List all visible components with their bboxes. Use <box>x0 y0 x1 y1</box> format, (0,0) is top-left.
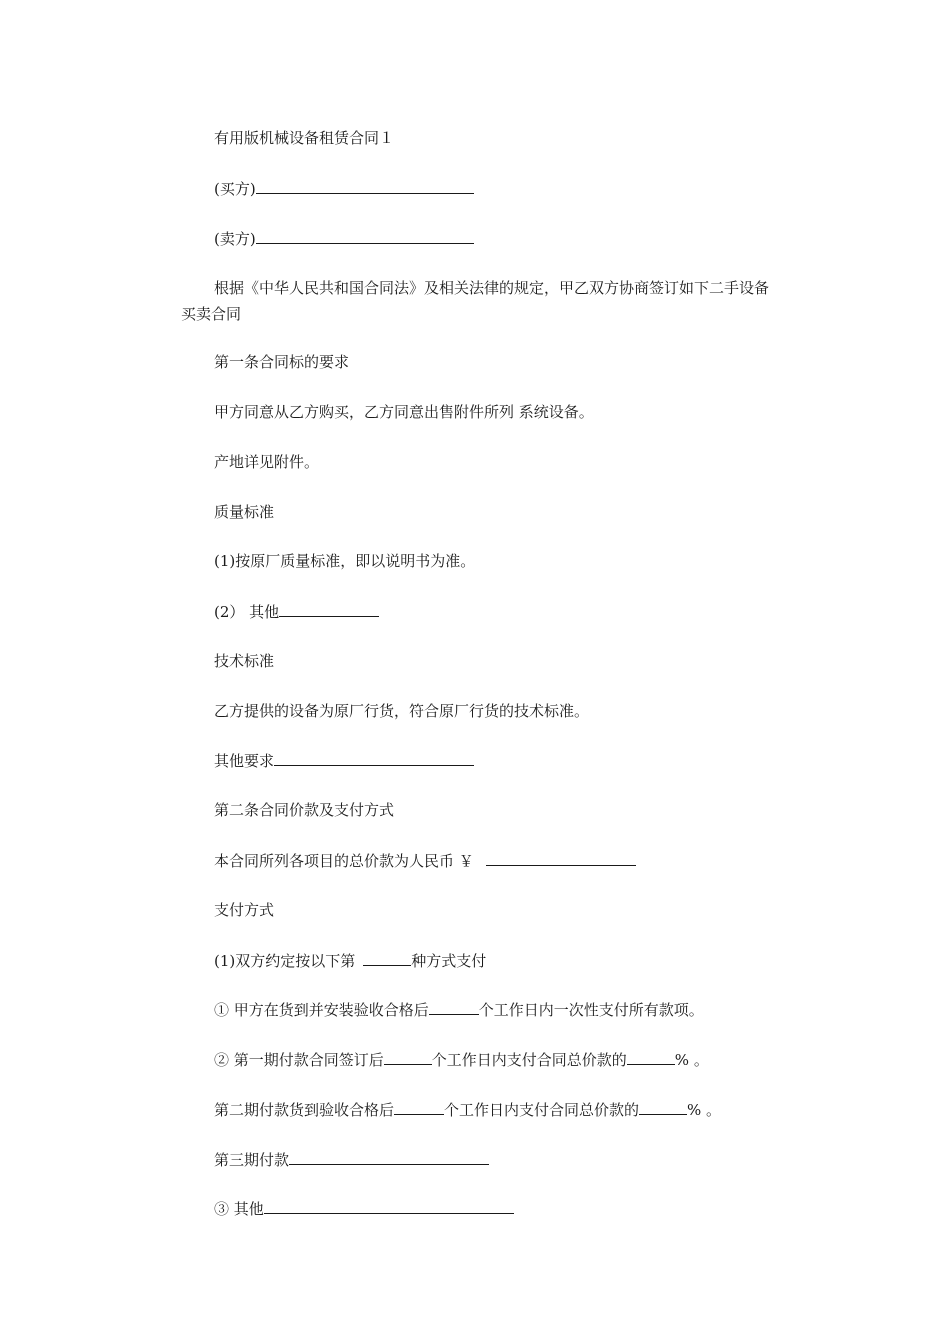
payment-option-2-phase-1: ② 第一期付款合同签订后 个工作日内支付合同总价款的 % 。 <box>214 1051 709 1069</box>
payment-option-line: (1)双方约定按以下第 种方式支付 <box>214 952 487 970</box>
payment-heading: 支付方式 <box>214 901 275 919</box>
document-title: 有用版机械设备租赁合同１ <box>214 129 395 147</box>
phase-3-blank <box>289 1149 489 1165</box>
quality-heading: 质量标准 <box>214 503 275 521</box>
payment-option-3: ③ 其他 <box>214 1198 514 1219</box>
option-2-days-blank <box>384 1049 432 1065</box>
quality-item-1: (1)按原厂质量标准，即以说明书为准。 <box>214 552 476 570</box>
payment-option-1: ① 甲方在货到并安装验收合格后 个工作日内一次性支付所有款项。 <box>214 1001 704 1019</box>
option-3-blank <box>264 1198 514 1214</box>
buyer-line: (买方) <box>214 178 474 199</box>
phase-2-days-blank <box>394 1099 444 1115</box>
article-1-paragraph-2: 产地详见附件。 <box>214 453 320 471</box>
buyer-blank <box>256 178 474 194</box>
option-2-percent-blank <box>627 1049 675 1065</box>
other-requirements-line: 其他要求 <box>214 750 474 771</box>
article-1-paragraph-1: 甲方同意从乙方购买，乙方同意出售附件所列 系统设备。 <box>214 403 594 421</box>
seller-line: (卖方) <box>214 228 474 249</box>
seller-blank <box>256 228 474 244</box>
total-price-line: 本合同所列各项目的总价款为人民币 ￥ <box>214 850 636 871</box>
total-price-blank <box>486 850 636 866</box>
quality-other-blank <box>279 601 379 617</box>
intro-paragraph: 根据《中华人民共和国合同法》及相关法律的规定，甲乙双方协商签订如下二手设备买卖合同 <box>181 279 770 323</box>
article-1-heading: 第一条合同标的要求 <box>214 353 350 371</box>
quality-item-2: (2） 其他 <box>214 601 379 622</box>
other-requirements-blank <box>274 750 474 766</box>
payment-phase-3: 第三期付款 <box>214 1149 489 1170</box>
payment-option-2-phase-2: 第二期付款货到验收合格后 个工作日内支付合同总价款的 % 。 <box>214 1101 722 1119</box>
payment-option-blank <box>363 950 411 966</box>
phase-2-percent-blank <box>639 1099 687 1115</box>
option-1-days-blank <box>429 999 479 1015</box>
tech-paragraph: 乙方提供的设备为原厂行货，符合原厂行货的技术标准。 <box>214 702 590 720</box>
tech-heading: 技术标准 <box>214 652 275 670</box>
article-2-heading: 第二条合同价款及支付方式 <box>214 801 395 819</box>
